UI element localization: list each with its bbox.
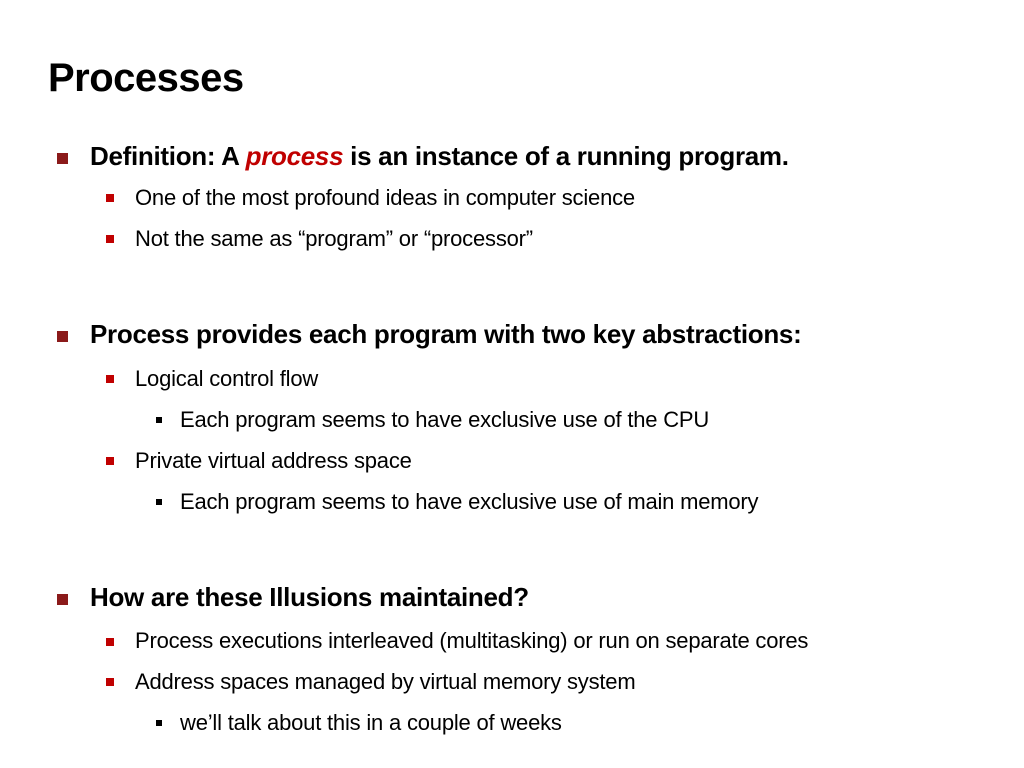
section-heading (90, 143, 789, 169)
square-bullet-icon (106, 678, 114, 686)
section-heading: How are these Illusions maintained? (90, 582, 529, 612)
list-item: One of the most profound ideas in computer science (135, 185, 635, 210)
square-bullet-icon (156, 417, 162, 423)
square-bullet-icon (156, 720, 162, 726)
square-bullet-icon (106, 457, 114, 465)
heading-text: Definition: A (90, 141, 246, 171)
heading-text: is an instance of a running program. (343, 141, 789, 171)
list-subitem: Each program seems to have exclusive use of main memory (180, 489, 759, 514)
emphasized-term: process (245, 141, 344, 171)
slide-title: Processes (48, 56, 244, 100)
list-item: Logical control flow (135, 366, 319, 391)
square-bullet-icon (106, 375, 114, 383)
square-bullet-icon (106, 194, 114, 202)
square-bullet-icon (57, 331, 68, 342)
square-bullet-icon (106, 638, 114, 646)
square-bullet-icon (57, 594, 68, 605)
square-bullet-icon (156, 499, 162, 505)
list-subitem: we’ll talk about this in a couple of weeks (180, 710, 562, 735)
list-item: Address spaces managed by virtual memory system (135, 669, 636, 694)
square-bullet-icon (57, 153, 68, 164)
list-item: Private virtual address space (135, 448, 412, 473)
section-heading: Process provides each program with two key abstractions: (90, 319, 802, 349)
list-subitem: Each program seems to have exclusive use of the CPU (180, 407, 710, 432)
list-item: Process executions interleaved (multitasking) or run on separate cores (135, 628, 809, 653)
list-item: Not the same as “program” or “processor” (135, 226, 533, 251)
square-bullet-icon (106, 235, 114, 243)
